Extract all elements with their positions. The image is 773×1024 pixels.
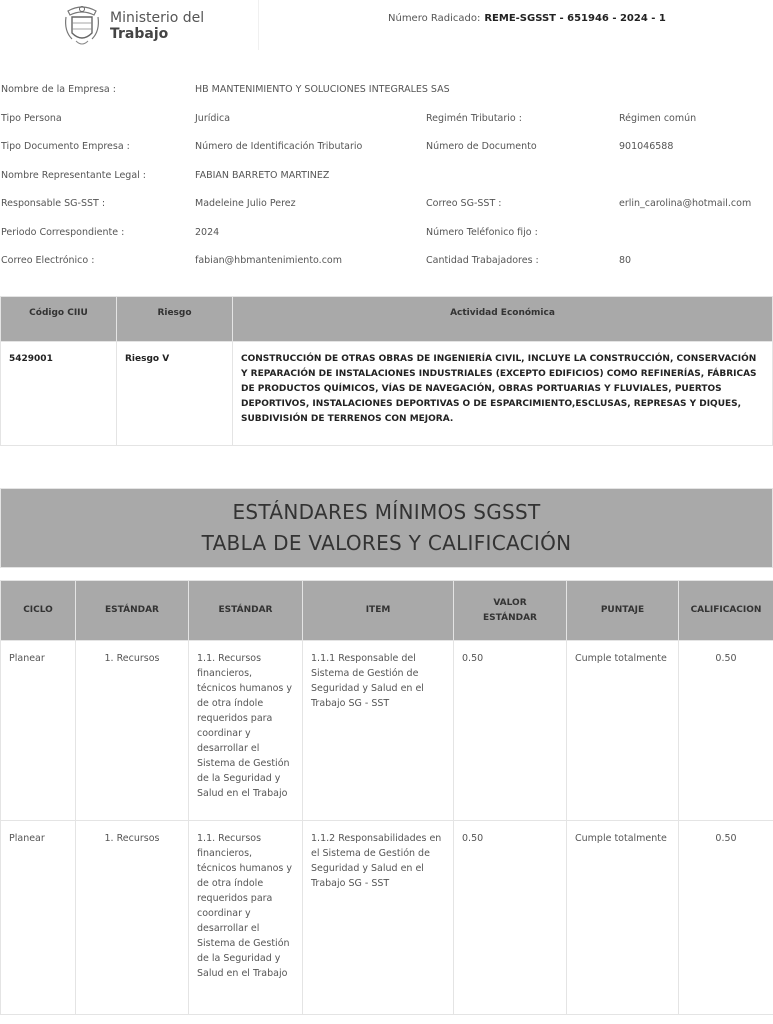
info-value: fabian@hbmantenimiento.com [195,255,342,266]
info-value: FABIAN BARRETO MARTINEZ [195,169,330,181]
rating-cell: 0.50 [679,641,773,821]
company-info [0,80,773,280]
column-header: PUNTAJE [567,581,679,641]
column-header: CALIFICACION [679,581,773,641]
info-row [0,251,773,280]
info-label: Número Teléfonico fijo : [426,226,538,238]
substandard-cell: 1.1. Recursos financieros, técnicos humanos y de otra índole requeridos para coordinar y desarrollar el Sistema de Gestión de la Seguridad y Salud en el Trabajo [189,821,303,1015]
column-header: ITEM [303,581,454,641]
page-header [0,0,773,52]
info-value: Jurídica [195,112,231,124]
rating-cell: 0.50 [679,821,773,1015]
column-header: ESTÁNDAR [189,581,303,641]
info-value: Madeleine Julio Perez [195,198,296,209]
item-cell: 1.1.2 Responsabilidades en el Sistema de Gestión de Seguridad y Salud en el Trabajo SG - SST [303,821,454,1015]
cycle-cell: Planear [1,821,76,1015]
ministry-logo [60,2,260,50]
substandard-cell: 1.1. Recursos financieros, técnicos humanos y de otra índole requeridos para coordinar y desarrollar el Sistema de Gestión de la Seguridad y Salud en el Trabajo [189,641,303,821]
column-header: VALOR ESTÁNDAR [454,581,567,641]
standard-cell: 1. Recursos [76,821,189,1015]
info-label: Tipo Persona [1,112,62,124]
info-row [0,194,773,223]
standards-table [0,580,773,1015]
score-cell: Cumple totalmente [567,821,679,1015]
info-label: Cantidad Trabajadores : [426,255,539,266]
info-label: Nombre de la Empresa : [1,84,116,95]
info-row [0,109,773,138]
section-banner [0,488,773,568]
info-value: 901046588 [619,141,674,152]
table-row [1,342,773,446]
logo-line-1: Ministerio del [110,10,205,26]
info-value: HB MANTENIMIENTO Y SOLUCIONES INTEGRALES SAS [195,84,450,95]
info-row [0,223,773,252]
item-cell: 1.1.1 Responsable del Sistema de Gestión de Seguridad y Salud en el Trabajo SG - SST [303,641,454,821]
info-label: Periodo Correspondiente : [1,226,125,238]
ciiu-table [0,296,773,446]
column-header: ESTÁNDAR [76,581,189,641]
standard-value-cell: 0.50 [454,641,567,821]
info-label: Tipo Documento Empresa : [1,141,130,152]
coat-of-arms-icon [60,3,104,49]
banner-subtitle: TABLA DE VALORES Y CALIFICACIÓN [201,531,572,555]
info-value: Número de Identificación Tributario [195,141,363,152]
cycle-cell: Planear [1,641,76,821]
column-header: Código CIIU [1,297,117,342]
info-label: Correo Electrónico : [1,255,95,266]
risk-level: Riesgo V [117,342,233,446]
table-header-row [1,297,773,342]
table-header-row [1,581,773,641]
score-cell: Cumple totalmente [567,641,679,821]
radicado-label: Número Radicado: [388,13,481,24]
info-label: Correo SG-SST : [426,198,502,209]
info-value: 80 [619,255,632,266]
info-row [0,137,773,166]
info-row [0,80,773,109]
info-value: Régimen común [619,112,697,124]
info-label: Número de Documento [426,141,537,152]
table-row [1,821,773,1015]
info-label: Regimén Tributario : [426,112,522,124]
table-row [1,641,773,821]
info-label: Nombre Representante Legal : [1,169,147,181]
radicado-number [388,13,666,24]
header-divider [258,0,259,50]
info-value: erlin_carolina@hotmail.com [619,198,752,209]
standard-value-cell: 0.50 [454,821,567,1015]
column-header: Riesgo [117,297,233,342]
info-value: 2024 [195,226,220,238]
banner-title: ESTÁNDARES MÍNIMOS SGSST [232,500,541,524]
standard-cell: 1. Recursos [76,641,189,821]
info-row [0,166,773,195]
logo-line-2: Trabajo [110,26,169,42]
radicado-value: REME-SGSST - 651946 - 2024 - 1 [484,13,666,24]
column-header: Actividad Económica [233,297,773,342]
economic-activity: CONSTRUCCIÓN DE OTRAS OBRAS DE INGENIERÍA CIVIL, INCLUYE LA CONSTRUCCIÓN, CONSERVACIÓN Y REPARACIÓN DE INSTALACIONES INDUSTRIALES (EXCEPTO EDIFICIOS) COMO REFINERÍAS, FÁBRICAS DE PRODUCTOS QUÍMICOS, VÍAS DE NAVEGACIÓN, OBRAS PORTUARIAS Y FLUVIALES, PUERTOS DEPORTIVOS, INSTALACIONES DEPORTIVAS O DE ESPARCIMIENTO,ESCLUSAS, REPRESAS Y DIQUES, SUBDIVISIÓN DE TERRENOS CON MEJORA. [233,342,773,446]
column-header: CICLO [1,581,76,641]
info-label: Responsable SG-SST : [1,198,106,209]
ciiu-code: 5429001 [1,342,117,446]
